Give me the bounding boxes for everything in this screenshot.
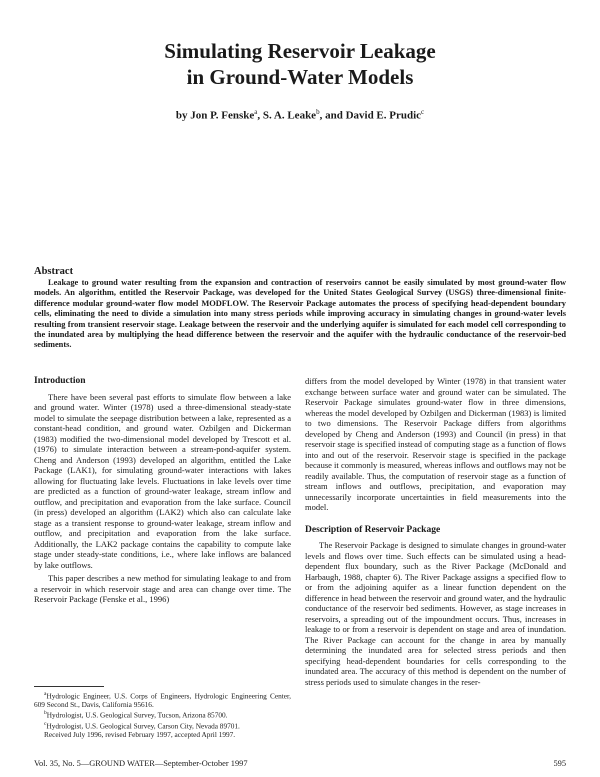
footnote-divider bbox=[34, 686, 104, 687]
journal-citation: Vol. 35, No. 5—GROUND WATER—September-October 1997 bbox=[34, 759, 248, 768]
introduction-heading: Introduction bbox=[34, 376, 86, 386]
intro-continued-paragraph: differs from the model developed by Winter (1978) in that transient water exchange between surface water and ground water can be simulated. The Reservoir Package simulates ground-water flow in three dimensions, whereas the model developed by Ozbilgen and Dickerman (1983) is limited to two dimensions. The Reservoir Package differs from algorithms developed by Cheng and Anderson (1993) and Council (in press) in that reservoir stage is specified instead of computing stage as a function of flows into and out of the reservoir. Reservoir stage is specified in the package because it commonly is measured, whereas inflows and outflows may not be readily available. Thus, the computation of reservoir stage as a function of stream inflows and outflows, precipitation, and evaporation may unnecessarily incorporate uncertainties in field measurements into the model. bbox=[305, 376, 566, 512]
intro-paragraph-1: There have been several past efforts to simulate flow between a lake and ground water. Winter (1978) used a three-dimensional steady-state model to simulate the seepage distribution between a lake, represented as a constant-head condition, and ground water. Ozbilgen and Dickerman (1983) modified the two-dimensional model developed by Trescott et al. (1976) to simulate interaction between a stream-pond-aquifer system. Cheng and Anderson (1993) developed an algorithm, entitled the Lake Package (LAK1), for simulating ground-water interactions with lakes allowing for fluctuating lake levels. Fluctuations in lake levels over time are predicted as a function of ground-water leakage, stream inflow and outflow, and precipitation and evaporation from the lake surface. Council (in press) developed an algorithm (LAK2) which also can calculate lake stage as a transient response to ground-water leakage, stream inflow and outflow, and precipitation and evaporation from the lake surface. Additionally, the LAK2 package contains the capability to compute lake stage under steady-state conditions, i.e., where lake inflows are balanced by lake outflows. bbox=[34, 391, 291, 570]
abstract-text: Leakage to ground water resulting from the expansion and contraction of reservoirs cannot be easily simulated by most ground-water flow models. An algorithm, entitled the Reservoir Package, was developed for the United States Geological Survey (USGS) three-dimensional finite-difference modular ground-water flow model MODFLOW. The Reservoir Package automates the process of specifying head-dependent boundary cells, eliminating the need to divide a simulation into many stress periods while improving accuracy in simulating changes in ground-water levels resulting from transient reservoir stage. Leakage between the reservoir and the underlying aquifer is simulated for each model cell corresponding to the inundated area by multiplying the head difference between the reservoir and the aquifer with the hydraulic conductance of the reservoir-bed sediments. bbox=[34, 278, 566, 350]
footnotes bbox=[34, 686, 291, 739]
footnote-1-text: Hydrologic Engineer, U.S. Corps of Engineers, Hydrologic Engineering Center, 609 Second St., Davis, California 95616. bbox=[34, 691, 291, 710]
abstract-section bbox=[34, 266, 566, 351]
author-2-sup: b bbox=[316, 108, 320, 116]
footnote-2 bbox=[34, 709, 291, 719]
footnote-1 bbox=[34, 690, 291, 709]
page-number: 595 bbox=[553, 759, 566, 768]
footnote-1-sup: a bbox=[44, 691, 47, 697]
paper-title bbox=[0, 38, 600, 90]
author-2: , S. A. Leake bbox=[257, 109, 317, 122]
author-3-sup: c bbox=[421, 108, 425, 116]
footnote-3-text: Hydrologist, U.S. Geological Survey, Carson City, Nevada 89701. bbox=[46, 721, 240, 731]
author-1-sup: a bbox=[254, 108, 258, 116]
author-3: , and David E. Prudic bbox=[319, 109, 422, 122]
title-line-1: Simulating Reservoir Leakage bbox=[164, 39, 436, 63]
intro-paragraph-2: This paper describes a new method for simulating leakage to and from a reservoir in which reservoir stage and area can change over time. The Reservoir Package (Fenske et al., 1996) bbox=[34, 573, 291, 604]
footnote-2-sup: b bbox=[44, 710, 47, 717]
footnote-2-text: Hydrologist, U.S. Geological Survey, Tucson, Arizona 85700. bbox=[46, 710, 228, 720]
author-1: by Jon P. Fenske bbox=[175, 109, 255, 122]
right-column bbox=[305, 376, 566, 690]
footnote-3 bbox=[34, 720, 291, 730]
title-line-2: in Ground-Water Models bbox=[186, 65, 414, 89]
description-heading: Description of Reservoir Package bbox=[305, 524, 441, 535]
footnote-3-sup: c bbox=[44, 720, 47, 727]
description-paragraph: The Reservoir Package is designed to simulate changes in ground-water levels and flows over time. Such effects can be simulated using a head-dependent flux boundary, such as the River Package (McDonald and Harbaugh, 1988, chapter 6). The River Package assigns a specified flow to or from the adjoining aquifer as a linear function dependent on the difference in head between the reservoir and ground water, and the hydraulic conductance of the reservoir bed sediments. However, as stage increases in reservoirs, a spreading out of the impoundment occurs. Thus, increases in leakage to or from a reservoir is dependent on stage and area of inundation. The River Package can account for the change in area by manually determining the inundated area for selected stress periods and then specifying head-dependent boundaries for cells corresponding to the inundated area. The accuracy of this method is dependent on the number of stress periods used to simulate changes in the reser- bbox=[305, 540, 567, 687]
received-dates: Received July 1996, revised February 1997, accepted April 1997. bbox=[44, 730, 236, 740]
left-column bbox=[34, 376, 291, 608]
author-line bbox=[0, 108, 600, 122]
abstract-heading: Abstract bbox=[34, 266, 74, 277]
